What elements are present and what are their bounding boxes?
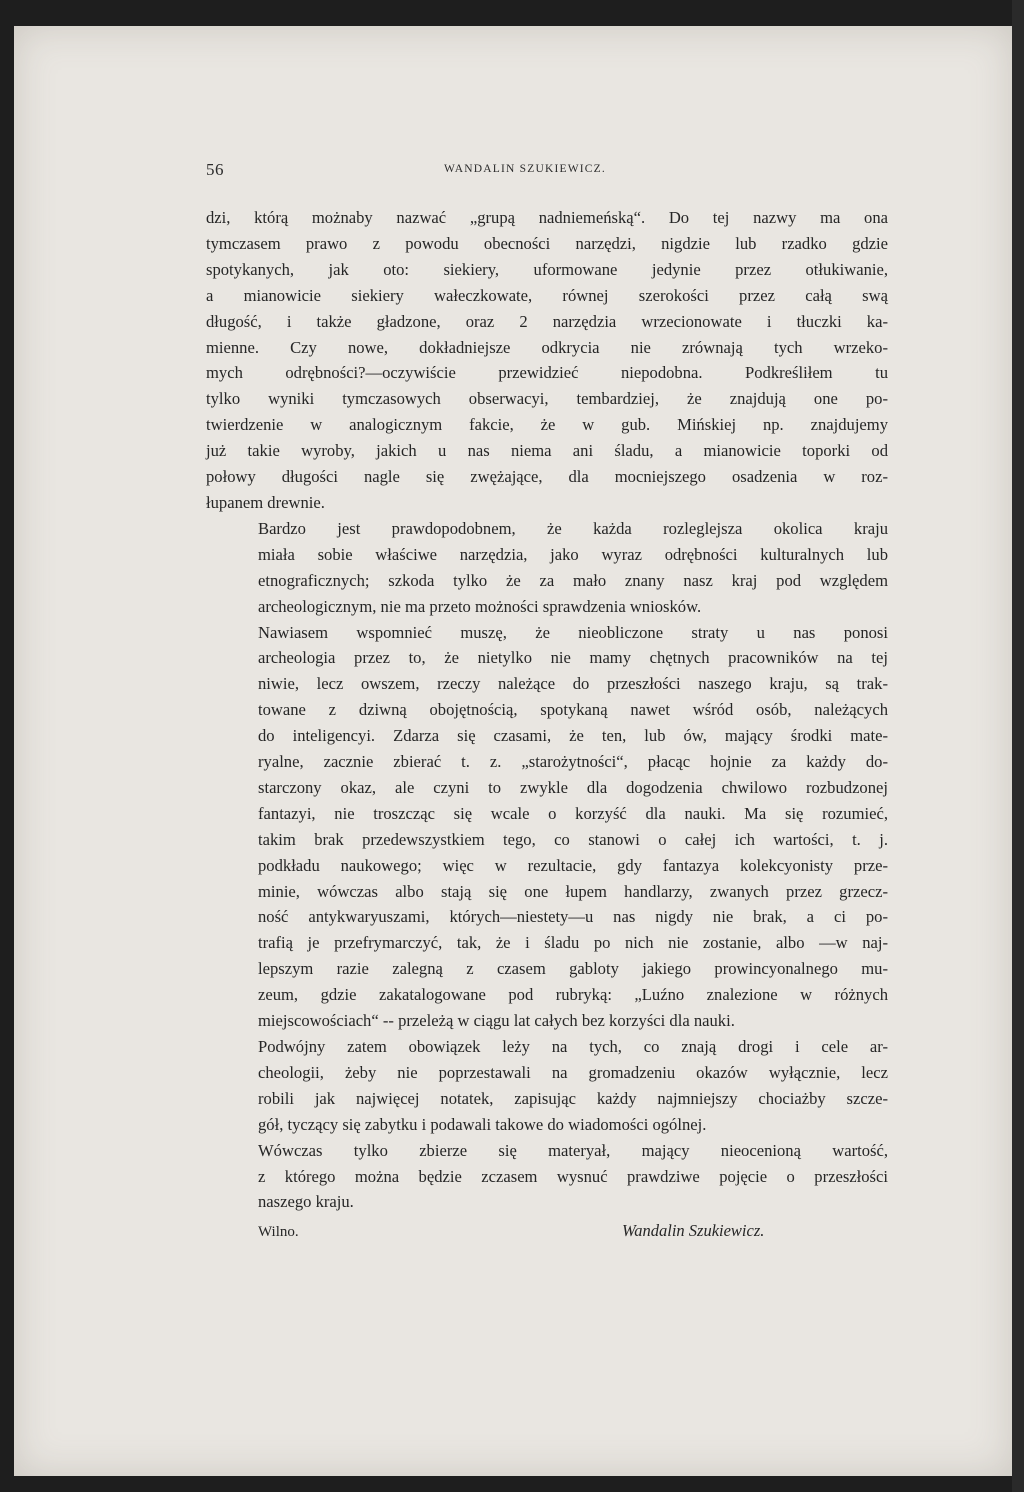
text-line: fantazyi, nie troszcząc się wcale o korzyść dla nauki. Ma się rozumieć,: [258, 803, 888, 823]
text-line: do inteligencyi. Zdarza się czasami, że ten, lub ów, mający środki mate-: [258, 726, 888, 746]
text-line: tylko wyniki tymczasowych obserwacyi, tembardziej, że znajdują one po-: [206, 389, 888, 409]
text-line: takim brak przedewszystkiem tego, co stanowi o całej ich wartości, t. j.: [258, 829, 888, 849]
running-head: WANDALIN SZUKIEWICZ.: [444, 163, 606, 175]
text-line: Podwójny zatem obowiązek leży na tych, co znają drogi i cele ar-: [258, 1037, 888, 1056]
signature-line: [206, 1221, 888, 1247]
body-text: [206, 205, 888, 1215]
text-line: minie, wówczas albo stają się one łupem handlarzy, zwanych przez grzecz-: [258, 881, 888, 901]
text-line: gół, tyczący się zabytku i podawali takowe do wiadomości ogólnej.: [258, 1114, 707, 1134]
text-line: Bardzo jest prawdopodobnem, że każda rozleglejsza okolica kraju: [258, 518, 888, 538]
text-line: naszego kraju.: [258, 1192, 354, 1212]
text-line: ryalne, zacznie zbierać t. z. „starożytności“, płacąc hojnie za każdy do-: [258, 752, 888, 772]
text-line: starczony okaz, ale czyni to zwykle dla dogodzenia chwilowo rozbudzonej: [258, 777, 888, 797]
signature-author: Wandalin Szukiewicz.: [622, 1221, 765, 1240]
text-line: a mianowicie siekiery wałeczkowate, równej szerokości przez całą swą: [206, 285, 888, 305]
text-line: miała sobie właściwe narzędzia, jako wyraz odrębności kulturalnych lub: [258, 544, 888, 564]
text-line: archeologia przez to, że nietylko nie mamy chętnych pracowników na tej: [258, 648, 888, 668]
text-line: twierdzenie w analogicznym fakcie, że w gub. Mińskiej np. znajdujemy: [206, 415, 888, 435]
text-line: Wówczas tylko zbierze się materyał, mający nieocenioną wartość,: [258, 1140, 888, 1160]
text-line: spotykanych, jak oto: siekiery, uformowane jedynie przez otłukiwanie,: [206, 259, 888, 279]
text-line: już takie wyroby, jakich u nas niema ani śladu, a mianowicie toporki od: [206, 441, 888, 461]
text-line: lepszym razie zalegną z czasem gabloty jakiego prowincyonalnego mu-: [258, 959, 888, 979]
text-line: łupanem drewnie.: [206, 492, 325, 512]
text-line: tymczasem prawo z powodu obecności narzędzi, nigdzie lub rzadko gdzie: [206, 233, 888, 253]
paragraph-2: [206, 516, 888, 620]
page-number: 56: [206, 160, 224, 179]
paragraph-5: [206, 1138, 888, 1216]
text-line: z którego można będzie zczasem wysnuć prawdziwe pojęcie o przeszłości: [258, 1166, 888, 1186]
text-line: dzi, którą możnaby nazwać „grupą nadniemeńską“. Do tej nazwy ma ona: [206, 208, 888, 227]
text-line: Nawiasem wspomnieć muszę, że nieobliczone straty u nas ponosi: [258, 622, 888, 642]
paragraph-1: [206, 205, 888, 516]
text-line: trafią je przefrymarczyć, tak, że i śladu po nich nie zostanie, albo —w naj-: [258, 933, 888, 953]
text-line: ność antykwaryuszami, których—niestety—u nas nigdy nie brak, a ci po-: [258, 907, 888, 927]
scanner-edge: [1012, 0, 1024, 1492]
text-line: archeologicznym, nie ma przeto możności sprawdzenia wniosków.: [258, 596, 702, 616]
text-line: miejscowościach“ -- przeleżą w ciągu lat całych bez korzyści dla nauki.: [258, 1011, 735, 1031]
text-line: mienne. Czy nowe, dokładniejsze odkrycia nie zrównają tych wrzeko-: [206, 337, 888, 357]
text-line: niwie, lecz owszem, rzeczy należące do przeszłości naszego kraju, są trak-: [258, 674, 888, 694]
text-line: towane z dziwną obojętnością, spotykaną nawet wśród osób, należących: [258, 700, 888, 720]
signature-place: Wilno.: [258, 1224, 299, 1240]
text-line: cheologii, żeby nie poprzestawali na gromadzeniu okazów wyłącznie, lecz: [258, 1062, 888, 1082]
text-line: robili jak najwięcej notatek, zapisując każdy najmniejszy chociażby szcze-: [258, 1088, 888, 1108]
paragraph-3: [206, 620, 888, 1035]
paragraph-4: [206, 1034, 888, 1138]
text-line: mych odrębności?—oczywiście przewidzieć niepodobna. Podkreśliłem tu: [206, 363, 888, 383]
text-line: długość, i także gładzone, oraz 2 narzędzia wrzecionowate i tłuczki ka-: [206, 311, 888, 331]
text-line: zeum, gdzie zakatalogowane pod rubryką: „Luźno znalezione w różnych: [258, 985, 888, 1005]
text-line: etnograficznych; szkoda tylko że za mało znany nasz kraj pod względem: [258, 570, 888, 590]
text-line: podkładu naukowego; więc w rezultacie, gdy fantazya kolekcyonisty prze-: [258, 855, 888, 875]
page-header: [206, 160, 886, 184]
text-line: połowy długości nagle się zwężające, dla mocniejszego osadzenia w roz-: [206, 467, 888, 487]
